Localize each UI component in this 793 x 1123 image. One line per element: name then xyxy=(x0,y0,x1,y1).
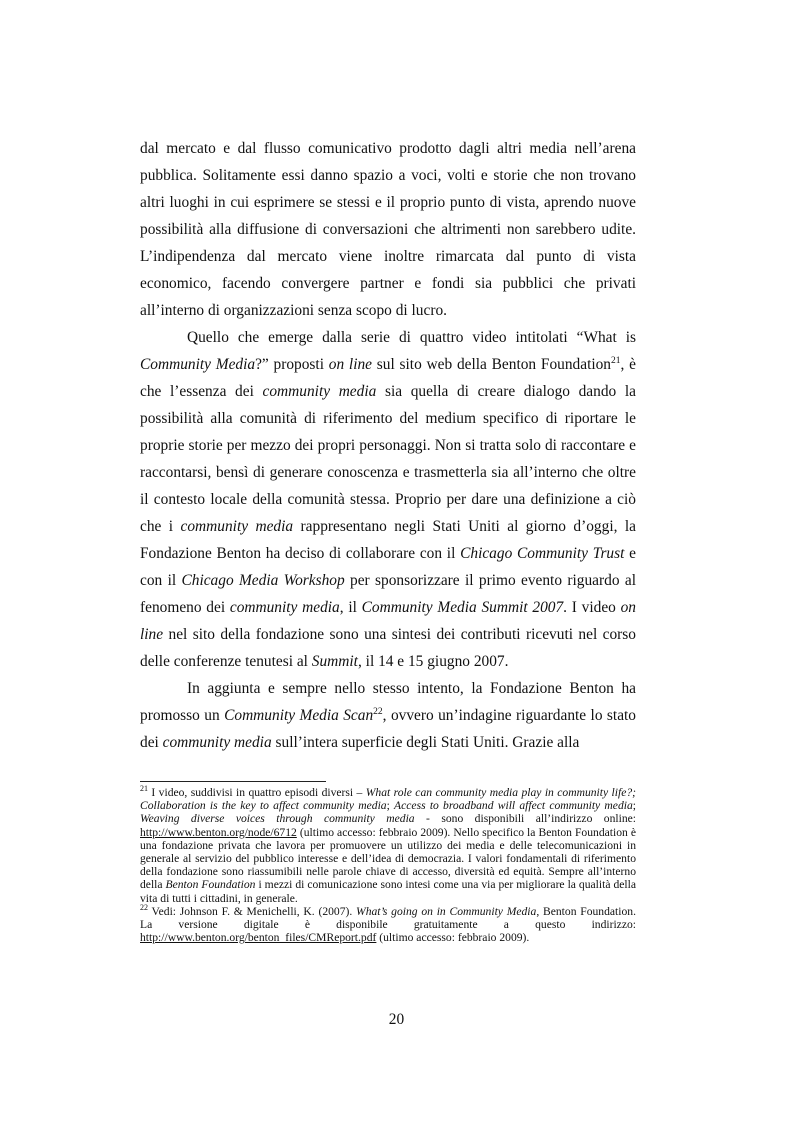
paragraph-1 xyxy=(140,135,636,324)
body-text xyxy=(140,135,636,756)
footnotes xyxy=(140,786,636,944)
footnote-text: - sono disponibili all’indirizzo online: xyxy=(414,812,636,826)
paragraph-text: , è che l’essenza dei xyxy=(140,356,636,400)
italic-term: Community Media Scan xyxy=(224,707,374,724)
paragraph-text: dal mercato e dal flusso comunicativo prodotto dagli altri media nell’arena pubblica. Solitamente essi danno spazio a voci, volti e storie che non trovano altri luoghi in cui esprimere se stessi e il proprio punto di vista, aprendo nuove possibilità alla diffusione di conversazioni che altrimenti non sarebbero udite. L’indipendenza dal mercato viene inoltre rimarcata dal punto di vista economico, facendo convergere partner e fondi sia pubblici che privati all’interno di organizzazioni senza scopo di lucro. xyxy=(140,140,636,319)
italic-term: What’s going on in Community Media xyxy=(356,904,537,918)
paragraph-text: Quello che emerge dalla serie di quattro video intitolati “What is xyxy=(187,329,636,346)
paragraph-text: , ovvero un’indagine riguardante lo stato dei xyxy=(140,707,637,751)
paragraph-text: ?” proposti xyxy=(255,356,329,373)
paragraph-text: nel sito della fondazione sono una sintesi dei contributi ricevuti nel corso delle conferenze tenutesi al xyxy=(140,626,636,670)
cm-report-link[interactable]: http://www.benton.org/benton_files/CMReport.pdf xyxy=(140,931,377,945)
italic-term: community media xyxy=(180,518,294,535)
italic-term: Summit xyxy=(311,653,358,670)
paragraph-2 xyxy=(140,324,636,675)
italic-term: Access to broadband will affect community media xyxy=(394,799,633,813)
footnote-ref-22[interactable]: 22 xyxy=(373,706,383,717)
benton-node-link[interactable]: http://www.benton.org/node/6712 xyxy=(140,825,297,839)
footnote-text: , Benton Foundation. La versione digitale è disponibile gratuitamente a questo indirizzo: xyxy=(140,904,636,932)
italic-term: Chicago Community Trust xyxy=(460,545,625,562)
paragraph-text: sia quella di creare dialogo dando la possibilità alla comunità di riferimento del medium specifico di riportare le proprie storie per mezzo dei propri personaggi. Non si tratta solo di raccontare e raccontarsi, bensì di generare conoscenza e trasmetterla sia all’interno che oltre il contesto locale della comunità stessa. Proprio per dare una definizione a ciò che i xyxy=(140,383,636,535)
paragraph-text: In aggiunta e sempre nello stesso intento, la Fondazione Benton ha promosso un xyxy=(140,680,636,724)
footnote-ref-21[interactable]: 21 xyxy=(611,355,621,366)
italic-term: Weaving diverse voices through community media xyxy=(140,812,415,826)
paragraph-3 xyxy=(140,675,636,756)
italic-term: Community Media Summit 2007 xyxy=(361,599,564,616)
footnote-21 xyxy=(140,786,636,905)
italic-term: Chicago Media Workshop xyxy=(181,572,345,589)
italic-term: on line xyxy=(140,599,636,643)
italic-term: Community Media xyxy=(140,356,256,373)
italic-term: community media xyxy=(262,383,377,400)
footnote-text: i mezzi di comunicazione sono intesi come una via per migliorare la qualità della vita di tutti i cittadini, in generale. xyxy=(140,878,636,905)
footnote-22 xyxy=(140,902,636,945)
italic-term: Benton Foundation xyxy=(165,878,256,892)
paragraph-text: , il 14 e 15 giugno 2007. xyxy=(357,653,509,670)
footnote-text: ; xyxy=(632,799,636,813)
footnote-text: I video, suddivisi in quattro episodi diversi – xyxy=(148,786,366,799)
italic-term: on line xyxy=(328,356,372,373)
paragraph-text: e con il xyxy=(140,545,636,589)
paragraph-text: per sponsorizzare il primo evento riguardo al fenomeno dei xyxy=(140,572,636,616)
page-number: 20 xyxy=(388,1011,405,1028)
paragraph-text: sull’intera superficie degli Stati Uniti. Grazie alla xyxy=(271,734,580,751)
footnote-text: (ultimo accesso: febbraio 2009). xyxy=(376,931,530,945)
footnote-number: 21 xyxy=(140,784,148,794)
footnote-number: 22 xyxy=(140,902,148,912)
italic-term: community media xyxy=(162,734,272,751)
paragraph-text: rappresentano negli Stati Uniti al giorno d’oggi, la Fondazione Benton ha deciso di collaborare con il xyxy=(140,518,636,562)
footnote-text: (ultimo accesso: febbraio 2009). Nello specifico la Benton Foundation è una fondazione privata che lavora per promuovere un utilizzo dei media e delle telecomunicazioni in generale al servizio del pubblico interesse e dell’idea di democrazia. I valori fondamentali di riferimento della fondazione sono riassumibili nelle parole chiave di accesso, diversità ed equità. Sempre all’interno della xyxy=(140,825,636,892)
footnote-separator xyxy=(140,781,326,782)
italic-term: community media xyxy=(229,599,340,616)
paragraph-text: , il xyxy=(339,599,362,616)
footnote-text: Vedi: Johnson F. & Menichelli, K. (2007). xyxy=(148,904,357,918)
paragraph-text: sul sito web della Benton Foundation xyxy=(372,356,612,373)
paragraph-text: . I video xyxy=(563,599,621,616)
footnote-text: ; xyxy=(386,799,395,813)
italic-term: What role can community media play in community life?; Collaboration is the key to affect community media xyxy=(140,786,636,813)
